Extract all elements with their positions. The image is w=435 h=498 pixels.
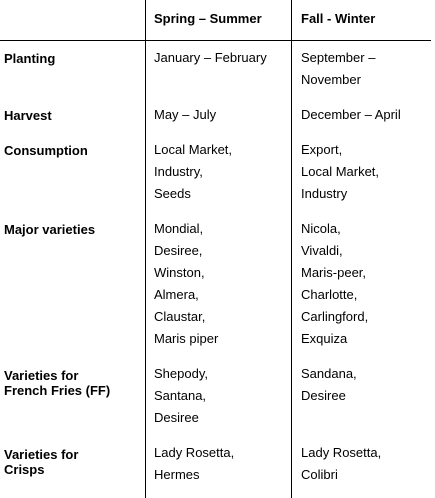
cell-line: Local Market, <box>154 142 233 157</box>
cell-line: Colibri <box>301 467 338 482</box>
column-divider-right <box>291 0 292 498</box>
cell-crisps-spring-summer <box>154 442 234 486</box>
cell-harvest-fall-winter <box>301 104 401 126</box>
column-divider-left <box>145 0 146 498</box>
row-label-line: Harvest <box>4 108 52 123</box>
cell-consumption-spring-summer <box>154 139 232 205</box>
cell-line: Local Market, <box>301 164 380 179</box>
row-label-line: Planting <box>4 51 56 66</box>
cell-line: September – <box>301 50 376 65</box>
cell-major-varieties-spring-summer <box>154 218 218 350</box>
cell-line: Sandana, <box>301 366 357 381</box>
row-label-line: Major varieties <box>4 222 96 237</box>
cell-line: Charlotte, <box>301 287 358 302</box>
cell-harvest-spring-summer <box>154 104 216 126</box>
cell-line: Industry, <box>154 164 203 179</box>
cell-french-fries-fall-winter <box>301 363 357 407</box>
cell-line: Almera, <box>154 287 199 302</box>
cell-line: Carlingford, <box>301 309 369 324</box>
row-label-harvest <box>4 108 52 123</box>
cell-line: Santana, <box>154 388 207 403</box>
cell-major-varieties-fall-winter <box>301 218 368 350</box>
cell-line: Industry <box>301 186 348 201</box>
cell-french-fries-spring-summer <box>154 363 208 429</box>
cell-line: Hermes <box>154 467 200 482</box>
cell-line: Desiree, <box>154 243 203 258</box>
cell-line: Maris piper <box>154 331 219 346</box>
cell-consumption-fall-winter <box>301 139 379 205</box>
cell-line: May – July <box>154 107 217 122</box>
row-label-line: French Fries (FF) <box>4 383 111 398</box>
row-label-line: Varieties for <box>4 368 79 383</box>
cell-line: November <box>301 72 361 87</box>
row-label-planting <box>4 51 55 66</box>
cell-line: Lady Rosetta, <box>301 445 382 460</box>
cell-line: Lady Rosetta, <box>154 445 235 460</box>
row-label-major-varieties <box>4 222 95 237</box>
cell-line: Nicola, <box>301 221 341 236</box>
row-label-line: Crisps <box>4 462 45 477</box>
cell-line: Seeds <box>154 186 191 201</box>
cell-line: Mondial, <box>154 221 204 236</box>
cell-line: Desiree <box>154 410 199 425</box>
cell-planting-fall-winter <box>301 47 375 91</box>
cell-line: January – February <box>154 50 267 65</box>
cell-line: Claustar, <box>154 309 206 324</box>
header-fall-winter: Fall - Winter <box>301 11 376 26</box>
cell-line: Desiree <box>301 388 346 403</box>
header-spring-summer: Spring – Summer <box>154 11 262 26</box>
cell-line: December – April <box>301 107 401 122</box>
cell-planting-spring-summer <box>154 47 267 69</box>
cell-line: Vivaldi, <box>301 243 343 258</box>
header-underline <box>0 40 431 41</box>
cell-line: Winston, <box>154 265 205 280</box>
row-label-french-fries <box>4 368 110 398</box>
row-label-crisps <box>4 447 78 477</box>
cell-line: Exquiza <box>301 331 348 346</box>
row-label-line: Varieties for <box>4 447 79 462</box>
cell-line: Maris-peer, <box>301 265 367 280</box>
row-label-line: Consumption <box>4 143 88 158</box>
cell-crisps-fall-winter <box>301 442 381 486</box>
cell-line: Shepody, <box>154 366 208 381</box>
cell-line: Export, <box>301 142 343 157</box>
row-label-consumption <box>4 143 88 158</box>
